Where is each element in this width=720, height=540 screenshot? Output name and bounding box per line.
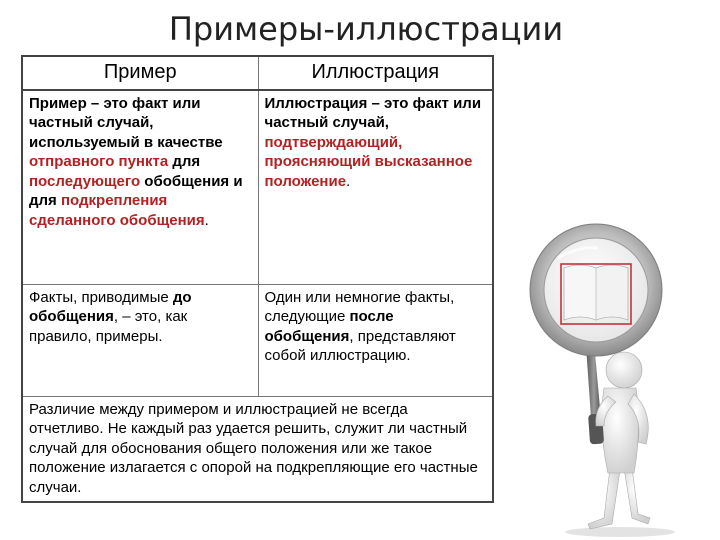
header-example: Пример [22, 56, 258, 90]
figure-with-magnifying-glass-icon [528, 218, 698, 538]
example-definition-cell [22, 90, 258, 285]
header-illustration: Иллюстрация [258, 56, 493, 90]
table-row [22, 284, 493, 396]
text-run: подкрепления сделанного обобщения [29, 192, 205, 229]
text-run: Иллюстрация – это факт или частный случай, [264, 94, 482, 131]
illustration-definition-cell [258, 90, 493, 285]
table-header-row [22, 56, 493, 90]
text-run: Пример – это факт или частный случай, используемый в качестве [29, 94, 223, 151]
text-run: для [168, 153, 201, 170]
text-run: . [204, 211, 209, 229]
distinction-note: Различие между примером и иллюстрацией не всегда отчетливо. Не каждый раз удается решить, служит ли частный случай для обоснования общего положения или же такое положение излагается с опорой на подкрепляющие его частные случаи. [22, 396, 493, 502]
illustration-position-cell [258, 284, 493, 396]
text-run: подтверждающий, проясняющий высказанное положение [264, 133, 473, 190]
text-run: , представляют собой иллюстрацию. [264, 327, 456, 364]
text-run: . [346, 172, 351, 190]
text-run: Факты, приводимые [29, 288, 173, 306]
comparison-table [21, 55, 494, 503]
text-run: , – это, как правило, примеры. [29, 308, 188, 345]
example-position-cell [22, 284, 258, 396]
table-row [22, 90, 493, 285]
text-run: обобщения и для [29, 172, 243, 209]
text-run: Один или немногие факты, следующие [264, 288, 455, 325]
text-run: до обобщения [29, 288, 192, 325]
table-row [22, 396, 493, 502]
slide-title: Примеры-иллюстрации [168, 10, 564, 48]
text-run: отправного пункта [29, 153, 169, 170]
text-run: после обобщения [264, 308, 394, 345]
text-run: последующего [29, 172, 141, 190]
